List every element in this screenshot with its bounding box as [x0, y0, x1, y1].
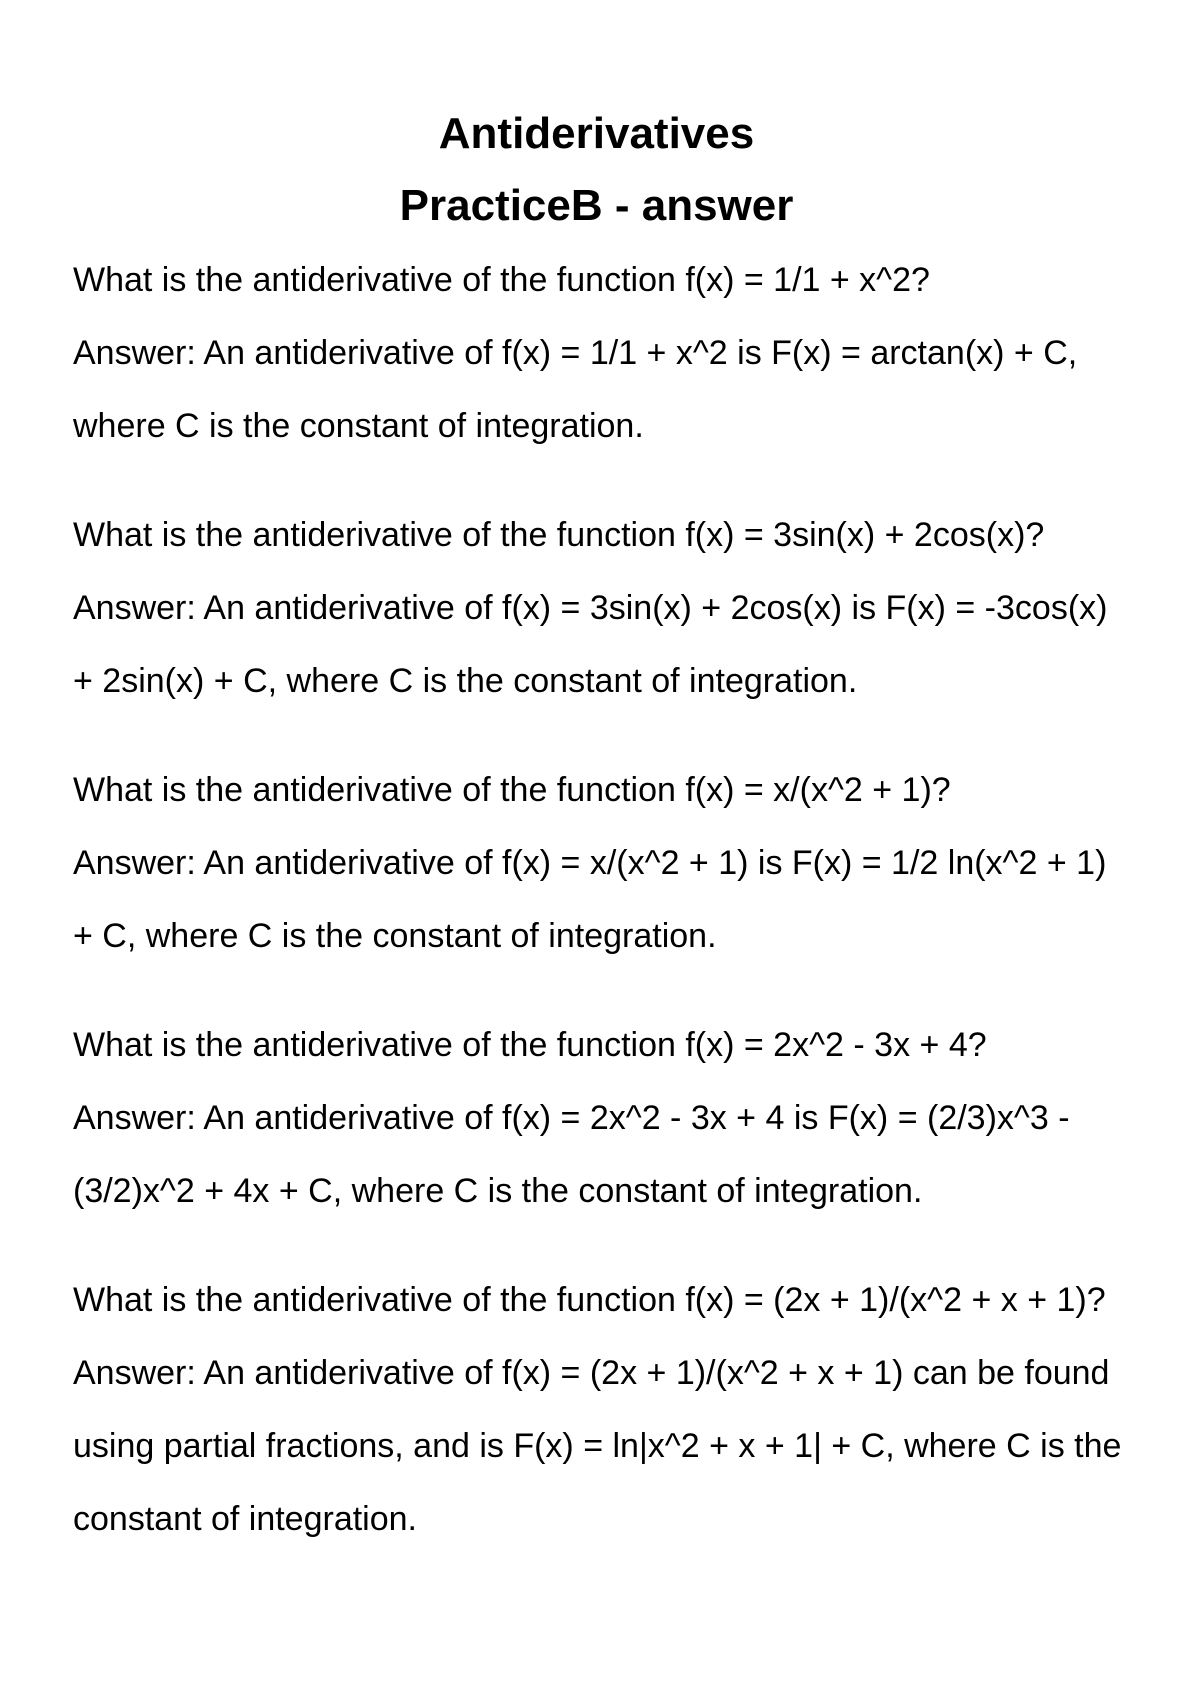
document-subtitle: PracticeB - answer — [399, 181, 794, 230]
answer-text: Answer: An antiderivative of f(x) = 1/1 + x^2 is F(x) = arctan(x) + C, where C is the constant of integration. — [73, 334, 1078, 445]
question-text: What is the antiderivative of the function f(x) = 1/1 + x^2? — [73, 261, 930, 299]
qa-list — [73, 244, 1120, 1556]
qa-item-2 — [73, 499, 1120, 718]
qa-item-3 — [73, 754, 1120, 973]
answer-text: Answer: An antiderivative of f(x) = 2x^2 - 3x + 4 is F(x) = (2/3)x^3 - (3/2)x^2 + 4x + C, where C is the constant of integration. — [73, 1099, 1070, 1210]
question-text: What is the antiderivative of the function f(x) = (2x + 1)/(x^2 + x + 1)? — [73, 1281, 1106, 1319]
answer-text: Answer: An antiderivative of f(x) = 3sin(x) + 2cos(x) is F(x) = -3cos(x) + 2sin(x) + C, where C is the constant of integration. — [73, 589, 1108, 700]
qa-item-4 — [73, 1009, 1120, 1228]
question-text: What is the antiderivative of the function f(x) = x/(x^2 + 1)? — [73, 771, 951, 809]
qa-item-5 — [73, 1264, 1120, 1556]
answer-text: Answer: An antiderivative of f(x) = x/(x^2 + 1) is F(x) = 1/2 ln(x^2 + 1) + C, where C is the constant of integration. — [73, 844, 1107, 955]
answer-text: Answer: An antiderivative of f(x) = (2x + 1)/(x^2 + x + 1) can be found using partial fractions, and is F(x) = ln|x^2 + x + 1| + C, where C is the constant of integration. — [73, 1354, 1122, 1538]
question-text: What is the antiderivative of the function f(x) = 2x^2 - 3x + 4? — [73, 1026, 987, 1064]
question-text: What is the antiderivative of the function f(x) = 3sin(x) + 2cos(x)? — [73, 516, 1045, 554]
qa-item-1 — [73, 244, 1120, 463]
document-title: Antiderivatives — [438, 109, 755, 158]
